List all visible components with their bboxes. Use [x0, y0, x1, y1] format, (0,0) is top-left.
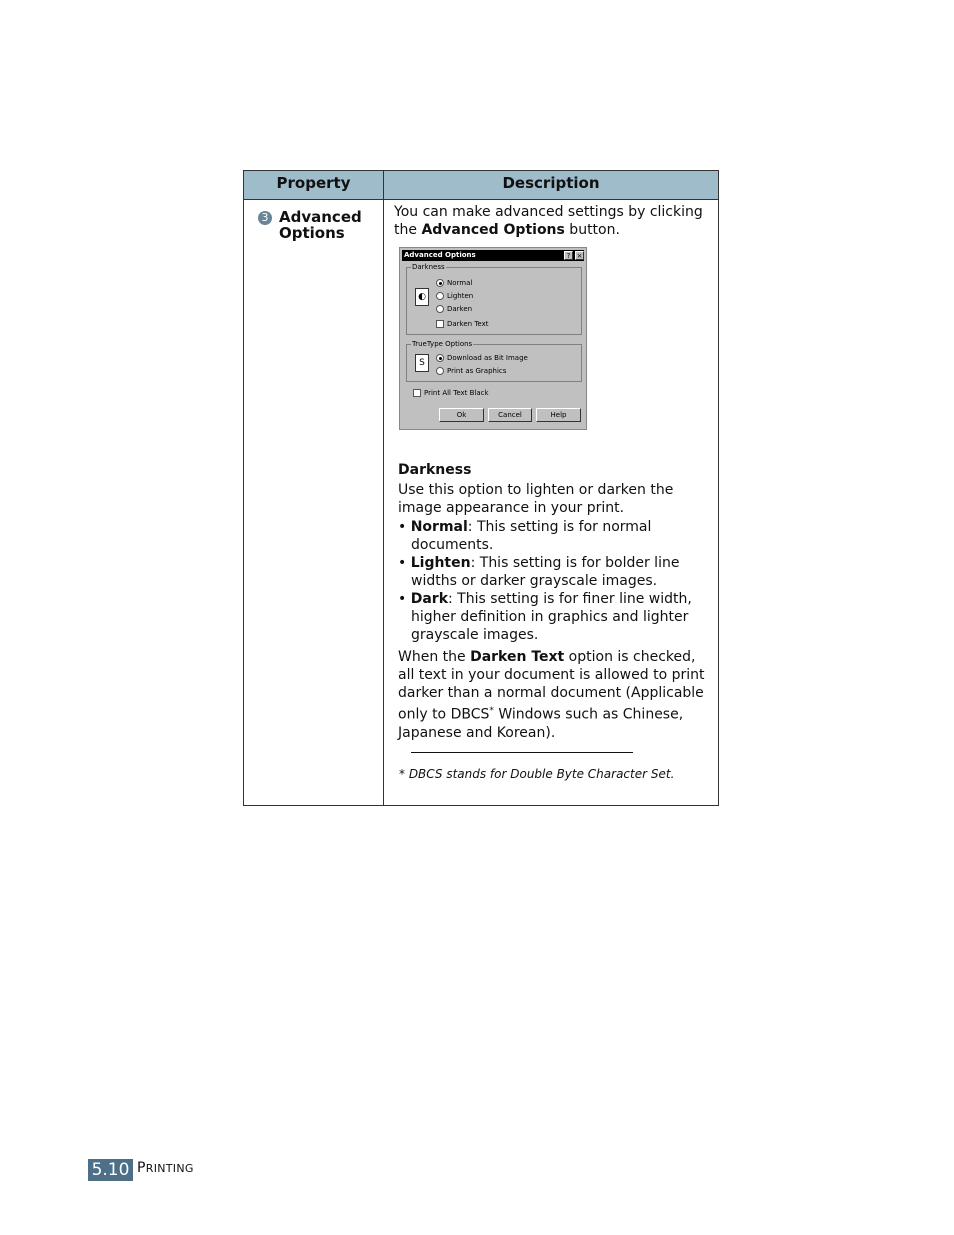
radio-graphics-icon: [436, 367, 444, 375]
checkbox-print-black: Print All Text Black: [413, 389, 489, 398]
advanced-options-dialog-image: [399, 247, 587, 430]
dialog-cancel-button: Cancel: [488, 408, 532, 422]
dialog-help-icon: ?: [564, 251, 573, 260]
page-number: 5.10: [88, 1159, 133, 1181]
dialog-close-icon: ×: [576, 252, 583, 260]
property-table: [243, 170, 719, 806]
radio-lighten-icon: [436, 292, 444, 300]
header-description: Description: [502, 174, 600, 192]
step-number-badge: 3: [258, 211, 272, 225]
checkbox-print-black-icon: [413, 389, 421, 397]
radio-darken: Darken: [436, 305, 472, 314]
footnote: * DBCS stands for Double Byte Character Set.: [399, 767, 675, 781]
bullet-lighten: • Lighten: This setting is for bolder line widths or darker grayscale images.: [398, 555, 680, 589]
radio-normal: Normal: [436, 279, 472, 288]
checkbox-darken-text: Darken Text: [436, 320, 489, 329]
truetype-icon: S: [415, 354, 429, 372]
darkness-description: Use this option to lighten or darken the image appearance in your print.: [398, 482, 674, 516]
darkness-section: [398, 461, 710, 742]
chapter-title: PRINTING: [137, 1160, 194, 1176]
darkness-heading: Darkness: [398, 462, 472, 478]
footnote-rule: [411, 752, 633, 753]
darkness-icon: ◐: [415, 288, 429, 306]
radio-download-bit-image: Download as Bit Image: [436, 354, 528, 363]
dialog-ok-button: Ok: [439, 408, 484, 422]
radio-print-graphics: Print as Graphics: [436, 367, 506, 376]
truetype-group: TrueType Options: [406, 344, 582, 382]
radio-normal-icon: [436, 279, 444, 287]
dialog-title: Advanced Options: [402, 250, 584, 261]
intro-text: You can make advanced settings by clicking the Advanced Options button.: [394, 204, 703, 238]
bullet-dark: • Dark: This setting is for finer line width, higher definition in graphics and lighter grayscale images.: [398, 591, 692, 643]
darken-text-paragraph: When the Darken Text option is checked, all text in your document is allowed to print darker than a normal document (Applicable only to DBCS* Windows such as Chinese, Japanese and Korean).: [398, 649, 705, 741]
column-divider: [383, 199, 384, 805]
bullet-normal: • Normal: This setting is for normal documents.: [398, 519, 652, 553]
property-name: Advanced Options: [279, 208, 362, 242]
header-property: Property: [244, 171, 384, 199]
radio-lighten: Lighten: [436, 292, 473, 301]
table-header: [244, 171, 718, 200]
radio-download-icon: [436, 354, 444, 362]
dialog-help-button: Help: [536, 408, 581, 422]
radio-darken-icon: [436, 305, 444, 313]
description-cell: [394, 203, 704, 239]
checkbox-darken-text-icon: [436, 320, 444, 328]
darkness-group: Darkness: [406, 267, 582, 335]
